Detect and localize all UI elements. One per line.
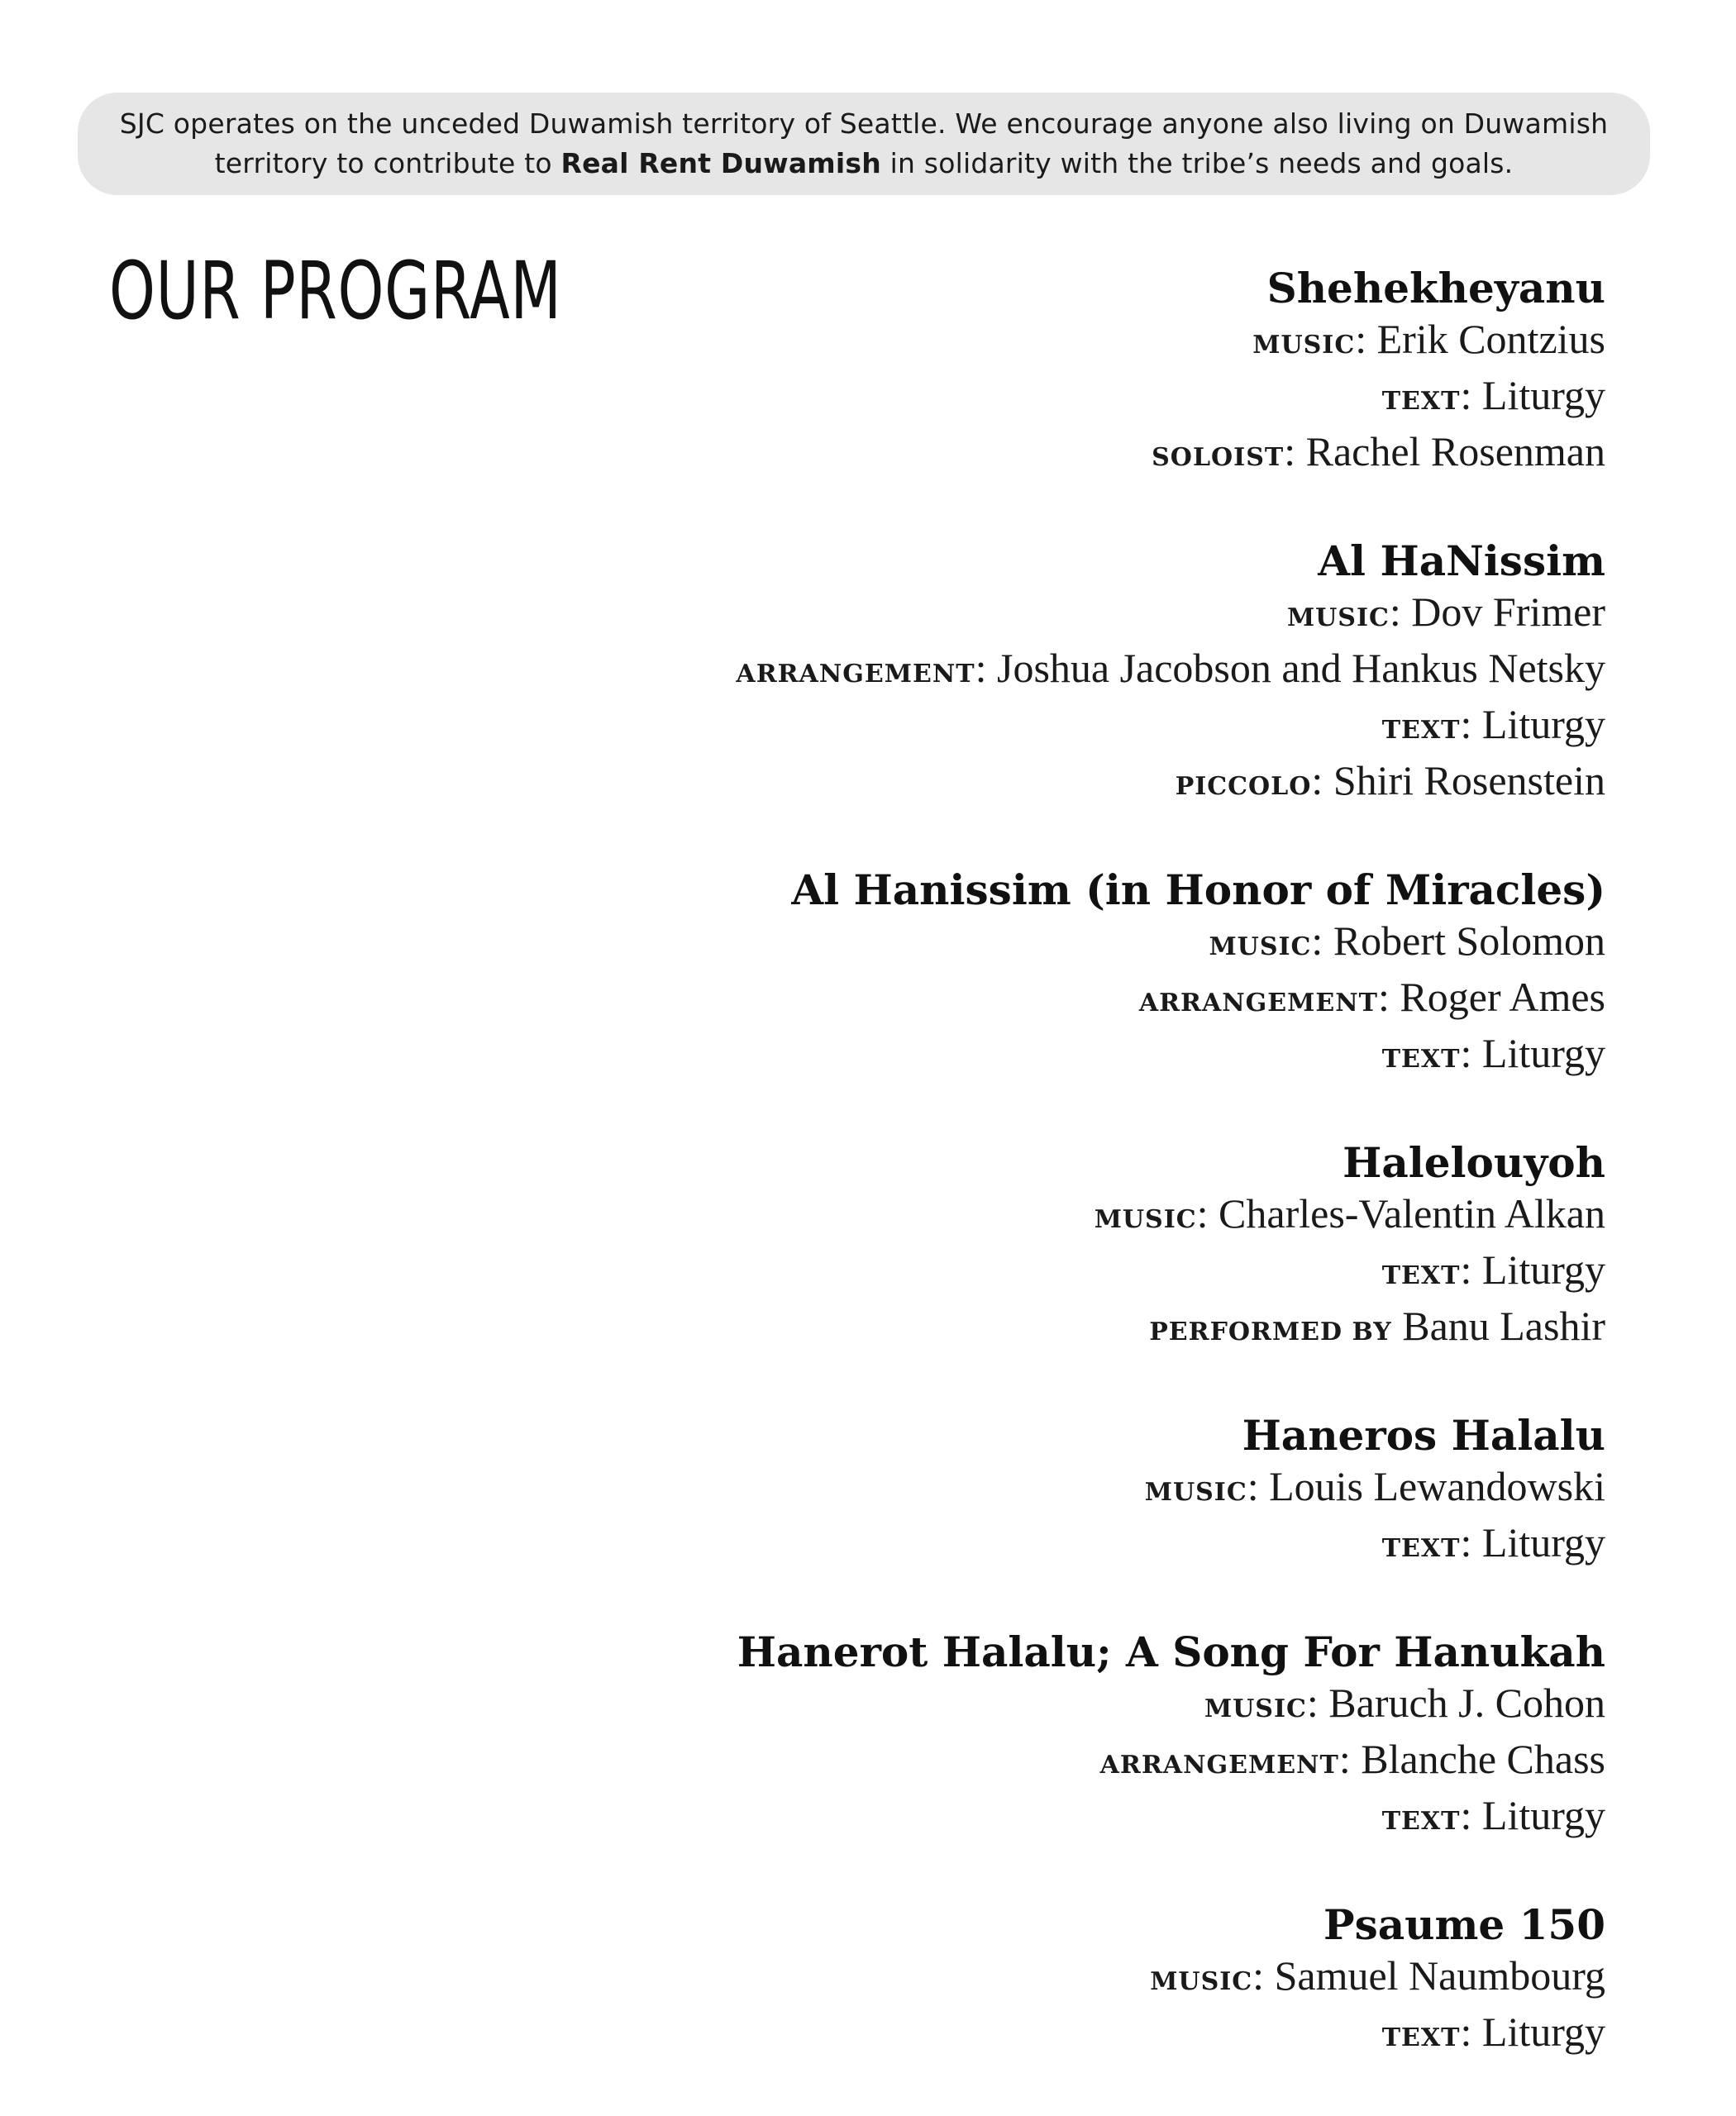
credit-name: Banu Lashir xyxy=(1402,1303,1605,1349)
piece-title: Al Hanissim (in Honor of Miracles) xyxy=(791,865,1605,914)
credit-separator: : xyxy=(1252,1952,1265,1999)
credit-separator: : xyxy=(1306,1680,1319,1726)
credit-separator: : xyxy=(1355,316,1367,362)
credit-name: Rachel Rosenman xyxy=(1305,428,1605,474)
credit-separator: : xyxy=(1460,2009,1472,2055)
credit-role: ARRANGEMENT xyxy=(1099,1751,1339,1780)
credit-separator: : xyxy=(1196,1190,1209,1237)
real-rent-duwamish-link[interactable]: Real Rent Duwamish xyxy=(560,147,881,179)
credit-role: TEXT xyxy=(1381,1807,1461,1836)
credit-separator: : xyxy=(1378,974,1390,1020)
credit-role: PICCOLO xyxy=(1175,772,1312,801)
credit-name: Charles-Valentin Alkan xyxy=(1219,1190,1605,1237)
credit-role: TEXT xyxy=(1381,1534,1461,1563)
credit-role: TEXT xyxy=(1381,387,1461,416)
notice-text-before: SJC operates on the unceded Duwamish territory of Seattle. We encourage anyone also living on Duwamish territory to contribute to xyxy=(119,107,1609,179)
credit-line xyxy=(448,699,1605,755)
program-piece xyxy=(448,1627,1605,1847)
credit-role: ARRANGEMENT xyxy=(1138,989,1378,1017)
credit-name: Erik Contzius xyxy=(1376,316,1605,362)
credit-name: Liturgy xyxy=(1481,1246,1605,1293)
piece-title: Hanerot Halalu; A Song For Hanukah xyxy=(737,1628,1605,1676)
credit-line xyxy=(448,1189,1605,1245)
credit-name: Liturgy xyxy=(1481,1030,1605,1076)
notice-text-after: in solidarity with the tribe’s needs and goals. xyxy=(880,147,1514,179)
credit-line xyxy=(448,427,1605,483)
credit-name: Samuel Naumbourg xyxy=(1274,1952,1605,1999)
credit-separator: : xyxy=(1460,1030,1472,1076)
credit-name: Liturgy xyxy=(1481,701,1605,747)
credit-name: Blanche Chass xyxy=(1361,1736,1605,1782)
credit-separator: : xyxy=(1247,1463,1259,1509)
piece-title: Halelouyoh xyxy=(1343,1138,1605,1187)
credit-separator: : xyxy=(1311,757,1323,803)
credit-name: Liturgy xyxy=(1481,1792,1605,1838)
credit-separator: : xyxy=(1311,917,1323,964)
credit-role: TEXT xyxy=(1381,716,1461,745)
piece-title: Psaume 150 xyxy=(1323,1900,1605,1949)
credit-name: Louis Lewandowski xyxy=(1269,1463,1605,1509)
credit-role: MUSIC xyxy=(1209,932,1312,961)
credit-line xyxy=(448,1301,1605,1357)
credit-role: MUSIC xyxy=(1094,1205,1197,1234)
credit-name: Joshua Jacobson and Hankus Netsky xyxy=(996,645,1605,691)
credit-name: Roger Ames xyxy=(1400,974,1605,1020)
credit-role: MUSIC xyxy=(1286,603,1390,632)
program-piece xyxy=(448,536,1605,812)
credit-line xyxy=(448,1518,1605,1574)
credit-name: Liturgy xyxy=(1481,1519,1605,1566)
credit-line xyxy=(448,587,1605,643)
credit-line xyxy=(448,972,1605,1028)
program-piece xyxy=(448,263,1605,483)
credit-separator: : xyxy=(1460,1519,1472,1566)
credit-line xyxy=(448,314,1605,370)
credit-line xyxy=(448,916,1605,972)
credit-role: MUSIC xyxy=(1204,1694,1307,1723)
credit-line xyxy=(448,1245,1605,1301)
land-acknowledgement-banner xyxy=(78,93,1650,195)
credit-role: TEXT xyxy=(1381,2023,1461,2052)
credit-name: Liturgy xyxy=(1481,372,1605,418)
credit-role: TEXT xyxy=(1381,1045,1461,1074)
piece-title: Shehekheyanu xyxy=(1266,264,1605,312)
credit-name: Dov Frimer xyxy=(1411,589,1605,635)
credit-line xyxy=(448,1678,1605,1734)
credit-separator: : xyxy=(1460,372,1472,418)
piece-title: Haneros Halalu xyxy=(1242,1411,1605,1460)
credit-separator: : xyxy=(1460,1246,1472,1293)
credit-role: MUSIC xyxy=(1144,1478,1247,1507)
piece-title: Al HaNissim xyxy=(1318,536,1605,585)
credit-line xyxy=(448,1734,1605,1790)
credit-separator: : xyxy=(1338,1736,1351,1782)
credit-role: MUSIC xyxy=(1150,1967,1253,1996)
credit-line xyxy=(448,2007,1605,2063)
credit-line xyxy=(448,643,1605,699)
credit-line xyxy=(448,755,1605,812)
credit-separator: : xyxy=(975,645,987,691)
program-piece xyxy=(448,1410,1605,1574)
program-piece xyxy=(448,1137,1605,1357)
credit-separator: : xyxy=(1460,701,1472,747)
credit-name: Shiri Rosenstein xyxy=(1333,757,1605,803)
credit-name: Robert Solomon xyxy=(1333,917,1605,964)
credit-line xyxy=(448,1790,1605,1847)
program-piece xyxy=(448,1899,1605,2063)
credit-name: Liturgy xyxy=(1481,2009,1605,2055)
credit-line xyxy=(448,370,1605,427)
credit-name: Baruch J. Cohon xyxy=(1328,1680,1605,1726)
credit-line xyxy=(448,1461,1605,1518)
credit-role: PERFORMED BY xyxy=(1149,1318,1392,1346)
credit-separator: : xyxy=(1389,589,1401,635)
credit-line xyxy=(448,1951,1605,2007)
credit-role: TEXT xyxy=(1381,1261,1461,1290)
credit-role: SOLOIST xyxy=(1152,443,1285,472)
credit-role: MUSIC xyxy=(1252,331,1356,360)
credit-line xyxy=(448,1028,1605,1084)
program-list xyxy=(448,263,1605,2116)
program-piece xyxy=(448,865,1605,1084)
page-title: OUR PROGRAM xyxy=(109,245,562,337)
credit-separator: : xyxy=(1284,428,1296,474)
credit-separator: : xyxy=(1460,1792,1472,1838)
credit-role: ARRANGEMENT xyxy=(736,660,975,689)
